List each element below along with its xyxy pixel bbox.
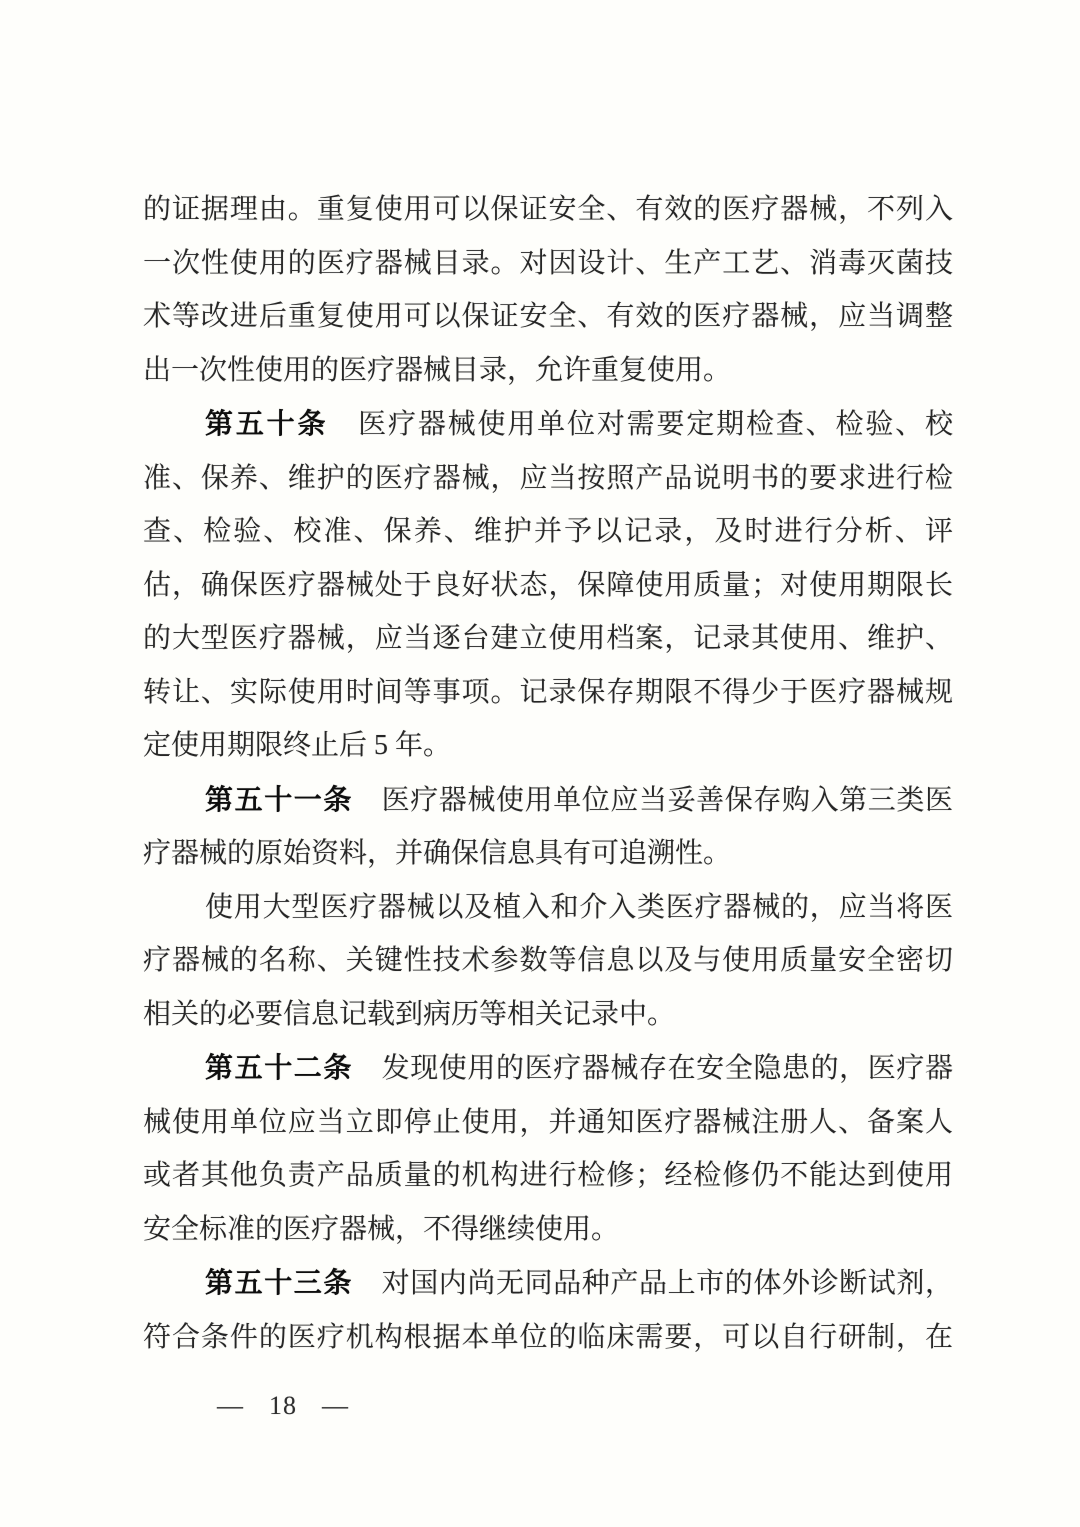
text-run: 对国内尚无同品种产品上市的体外诊断试剂， (353, 1268, 953, 1299)
text-line-9 (143, 612, 953, 666)
text-line-3 (143, 290, 953, 344)
text-run: 使用大型医疗器械以及植入和介入类医疗器械的，应当将医 (205, 891, 953, 923)
text-run: 相关的必要信息记载到病历等相关记录中。 (143, 998, 676, 1030)
page-number (167, 1358, 349, 1454)
text-line-6 (143, 452, 953, 506)
text-run: 符合条件的医疗机构根据本单位的临床需要，可以自行研制，在 (143, 1321, 953, 1353)
text-run: 定使用期限终止后 5 年。 (143, 730, 452, 761)
text-run: 医疗器械使用单位应当妥善保存购入第三类医 (353, 784, 953, 816)
text-line-16 (143, 988, 953, 1042)
text-line-7 (143, 505, 953, 559)
text-run: 医疗器械使用单位对需要定期检查、检验、校 (328, 409, 953, 440)
text-run: 转让、实际使用时间等事项。记录保存期限不得少于医疗器械规 (143, 676, 953, 708)
text-line-5 (143, 397, 953, 452)
text-run: 械使用单位应当立即停止使用，并通知医疗器械注册人、备案人 (143, 1106, 953, 1138)
text-run: 查、检验、校准、保养、维护并予以记录，及时进行分析、评 (143, 516, 953, 547)
article-number: 第五十二条 (205, 1052, 353, 1083)
text-line-11 (143, 719, 953, 773)
text-run: 一次性使用的医疗器械目录。对因设计、生产工艺、消毒灭菌技 (143, 247, 953, 279)
text-line-4 (143, 344, 953, 398)
article-number: 第五十一条 (205, 783, 353, 815)
text-run: 疗器械的名称、关键性技术参数等信息以及与使用质量安全密切 (143, 945, 953, 976)
text-line-22 (143, 1311, 953, 1365)
article-number: 第五十条 (205, 408, 329, 439)
text-run: 术等改进后重复使用可以保证安全、有效的医疗器械，应当调整 (143, 301, 953, 332)
text-line-2 (143, 237, 953, 291)
text-line-13 (143, 827, 953, 881)
text-line-17 (143, 1041, 953, 1096)
text-run: 的证据理由。重复使用可以保证安全、有效的医疗器械，不列入 (143, 194, 953, 225)
text-line-20 (143, 1203, 953, 1257)
text-line-10 (143, 666, 953, 720)
text-run: 疗器械的原始资料，并确保信息具有可追溯性。 (143, 838, 732, 869)
text-run: 出一次性使用的医疗器械目录，允许重复使用。 (143, 354, 732, 386)
text-line-1 (143, 183, 953, 237)
text-run: 安全标准的医疗器械，不得继续使用。 (143, 1213, 620, 1245)
text-line-8 (143, 559, 953, 613)
text-line-14 (143, 881, 953, 935)
text-line-12 (143, 773, 953, 828)
text-run: 的大型医疗器械，应当逐台建立使用档案，记录其使用、维护、 (143, 623, 953, 654)
text-line-15 (143, 934, 953, 988)
text-run: 发现使用的医疗器械存在安全隐患的，医疗器 (353, 1053, 953, 1084)
text-line-19 (143, 1149, 953, 1203)
text-line-18 (143, 1096, 953, 1150)
page-number-label: — 18 — (217, 1391, 349, 1420)
document-text (143, 183, 953, 1364)
text-run: 估，确保医疗器械处于良好状态，保障使用质量；对使用期限长 (143, 569, 953, 601)
text-run: 或者其他负责产品质量的机构进行检修；经检修仍不能达到使用 (143, 1160, 953, 1191)
text-line-21 (143, 1256, 953, 1311)
text-run: 准、保养、维护的医疗器械，应当按照产品说明书的要求进行检 (143, 462, 953, 494)
article-number: 第五十三条 (205, 1267, 353, 1298)
